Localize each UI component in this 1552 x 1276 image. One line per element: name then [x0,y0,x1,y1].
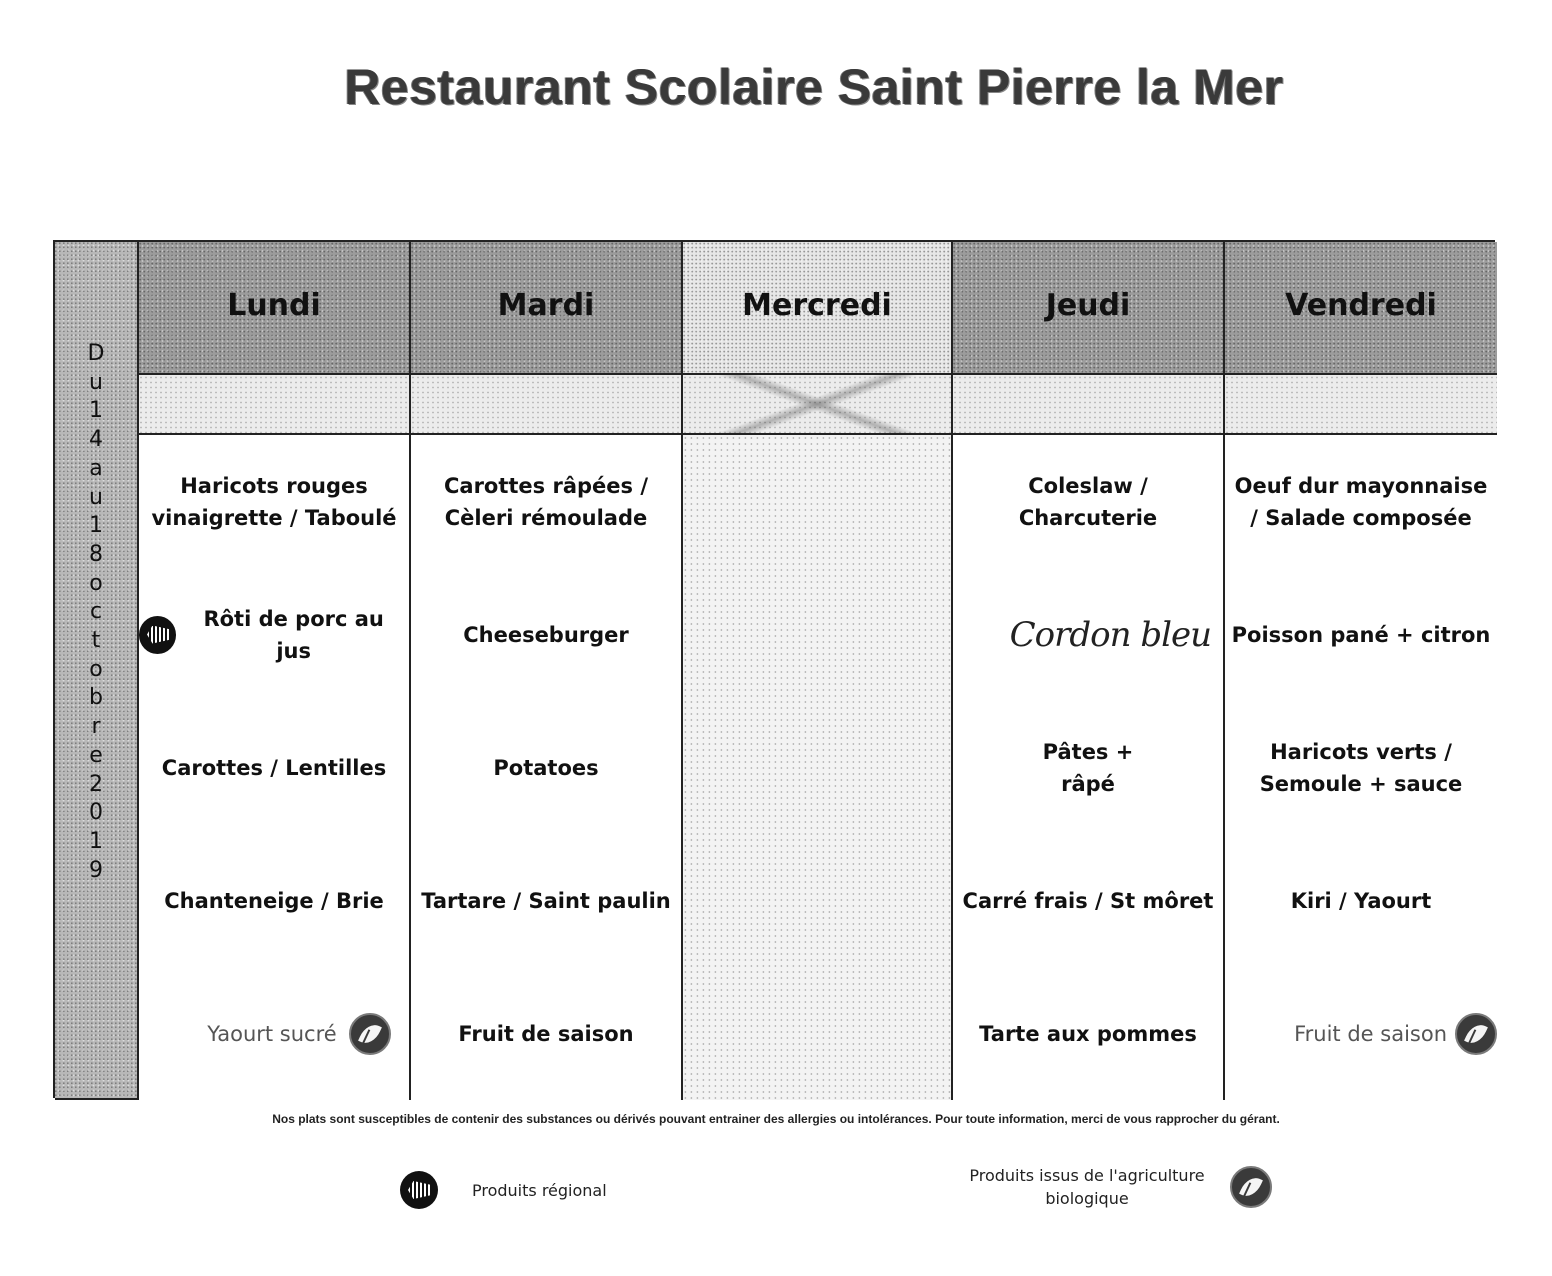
dish-dessert [953,967,1223,1100]
dish-text: Oeuf dur mayonnaise / Salade composée [1234,473,1488,530]
weekly-menu-table [53,240,1495,1098]
legend-bio-label: Produits issus de l'agriculture biologique [969,1166,1205,1208]
legend-bio [952,1164,1272,1210]
dish-text: Cordon bleu [1009,614,1211,655]
dish-text: Cheeseburger [463,622,629,647]
header-band [683,375,953,435]
header-band [1225,375,1497,435]
dish-text: Haricots rouges vinaigrette / Taboulé [151,473,397,530]
dish-starter [411,435,681,568]
header-band [139,375,411,435]
dish-side [1225,701,1497,834]
dish-text: Carottes râpées / Cèleri rémoulade [443,473,649,530]
dish-main [139,568,409,701]
day-header-lundi: Lundi [139,242,411,375]
day-header-vendredi: Vendredi [1225,242,1497,375]
regional-icon [139,616,176,654]
dish-text: Tartare / Saint paulin [421,888,671,913]
dish-main [411,568,681,701]
day-header-mardi: Mardi [411,242,683,375]
dish-text: Tarte aux pommes [979,1021,1197,1046]
dish-text: Carottes / Lentilles [161,755,387,780]
dish-main [1225,568,1497,701]
menu-column-jeudi [953,435,1225,1100]
dish-text: Fruit de saison [1294,1021,1447,1046]
dish-text: Yaourt sucré [207,1021,337,1046]
dish-dessert [1225,967,1497,1100]
dish-text: Poisson pané + citron [1231,622,1491,647]
dish-starter [1225,435,1497,568]
dish-cheese [411,834,681,967]
header-band [411,375,683,435]
bio-icon [1230,1166,1272,1208]
dish-text: Fruit de saison [458,1021,634,1046]
dish-text: Carré frais / St môret [962,888,1214,913]
page-title: Restaurant Scolaire Saint Pierre la Mer [344,59,1284,115]
day-header-jeudi: Jeudi [953,242,1225,375]
bio-icon [1455,1013,1497,1055]
week-date-column [55,242,139,1100]
dish-text: Coleslaw / Charcuterie [1018,473,1158,530]
legend-regional-label: Produits régional [472,1180,607,1200]
dish-side [411,701,681,834]
menu-column-vendredi [1225,435,1497,1100]
legend-regional [400,1171,607,1209]
dish-text: Kiri / Yaourt [1290,888,1432,913]
menu-column-mardi [411,435,683,1100]
dish-side [953,701,1223,834]
dish-side [139,701,409,834]
dish-text: Potatoes [493,755,599,780]
dish-main-handwritten [953,568,1223,701]
regional-icon [400,1171,438,1209]
dish-text: Haricots verts / Semoule + sauce [1259,739,1463,796]
week-date-label: Du 14 au 18 octobre 2019 [87,341,110,883]
menu-column-lundi [139,435,411,1100]
dish-cheese [1225,834,1497,967]
dish-cheese [139,834,409,967]
dish-cheese [953,834,1223,967]
dish-dessert [411,967,681,1100]
bio-icon [349,1013,391,1055]
menu-column-mercredi [683,435,953,1100]
dish-text: Rôti de porc au jus [203,606,384,663]
dish-dessert [139,967,409,1100]
dish-starter [953,435,1223,568]
header-band [953,375,1225,435]
dish-text: Chanteneige / Brie [164,888,384,913]
dish-text: Pâtes + râpé [1042,739,1134,796]
day-header-mercredi: Mercredi [683,242,953,375]
dish-starter [139,435,409,568]
allergy-notice: Nos plats sont susceptibles de contenir des substances ou dérivés pouvant entrainer des allergies ou intolérances. Pour toute information, merci de vous rapprocher du gérant. [272,1112,1280,1126]
